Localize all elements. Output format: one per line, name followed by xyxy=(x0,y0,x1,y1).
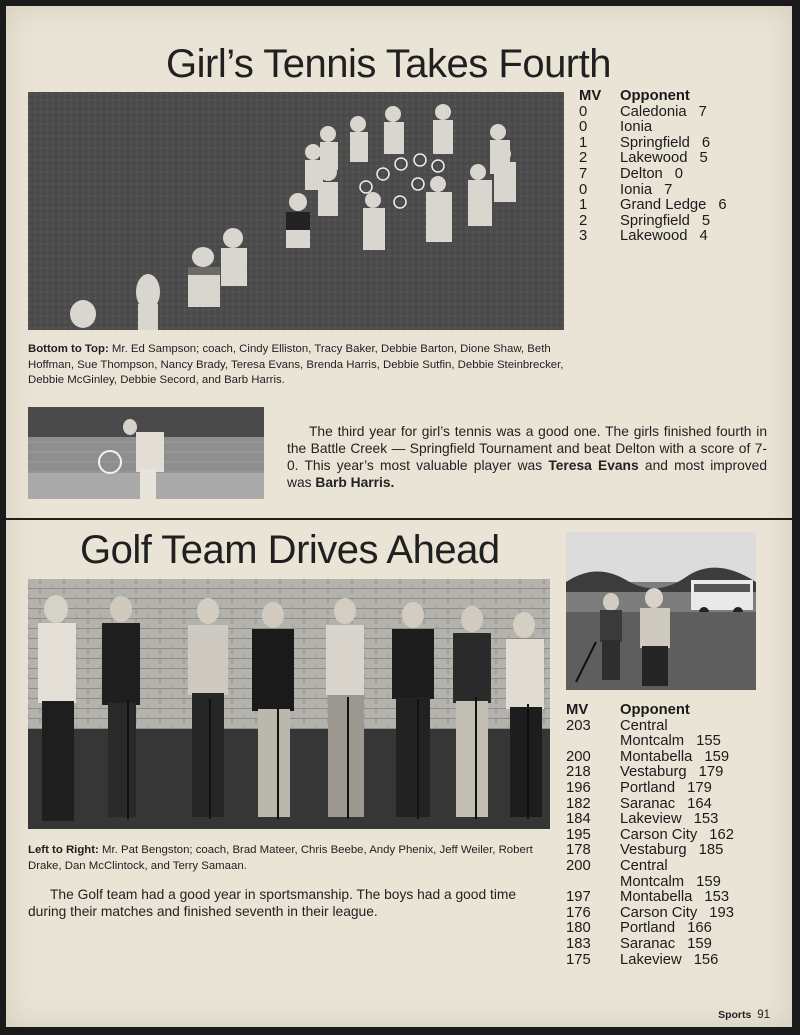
tennis-mv-score: 2 xyxy=(579,150,588,167)
section-divider xyxy=(6,518,792,520)
tennis-score-row xyxy=(579,167,727,183)
golf-caption xyxy=(28,843,556,874)
golf-opponent-name: Central xyxy=(620,717,668,734)
tennis-opponent-name: Grand Ledge xyxy=(620,197,707,214)
golf-score-row xyxy=(566,859,734,875)
tennis-player-photo xyxy=(28,407,264,499)
tennis-score-row xyxy=(579,151,727,167)
golf-opponent-name: Montabella xyxy=(620,889,693,906)
tennis-score-row xyxy=(579,214,727,230)
tennis-opponent-header: Opponent xyxy=(620,88,690,104)
golf-opponent-name: Carson City xyxy=(620,904,698,921)
tennis-opponent-score: 4 xyxy=(699,228,708,245)
golf-mv-score: 200 xyxy=(566,748,591,765)
tennis-score-row xyxy=(579,183,727,199)
tennis-mv-score: 1 xyxy=(579,134,588,151)
golf-opponent-name: Lakeview xyxy=(620,951,682,968)
golf-score-row xyxy=(566,734,734,750)
golf-mv-score: 176 xyxy=(566,904,591,921)
golf-opponent-score: 159 xyxy=(696,873,721,890)
tennis-opponent-name: Lakewood xyxy=(620,228,688,245)
tennis-opponent-name: Ionia xyxy=(620,181,653,198)
golf-title: Golf Team Drives Ahead xyxy=(80,528,500,572)
golf-opponent-header: Opponent xyxy=(620,702,690,718)
tennis-title: Girl’s Tennis Takes Fourth xyxy=(166,42,611,86)
footer-section: Sports xyxy=(718,1009,752,1021)
tennis-opponent-name: Springfield xyxy=(620,134,690,151)
golf-score-rows xyxy=(566,719,734,969)
golf-opponent-name: Portland xyxy=(620,920,676,937)
tennis-story-part1: The third year for girl’s tennis was a good one. The girls finished fourth in the Battle Creek — Springfield Tournament and beat Delton with a score of 7-0. This year’s most valuable player was xyxy=(287,424,767,473)
tennis-opponent-score: 5 xyxy=(701,212,711,229)
golf-mv-score: 178 xyxy=(566,842,591,859)
golf-opponent-score: 179 xyxy=(698,764,724,781)
yearbook-page xyxy=(6,6,792,1027)
golf-score-row xyxy=(566,719,734,735)
golf-score-row xyxy=(566,765,734,781)
golf-mv-score: 180 xyxy=(566,920,591,937)
golf-opponent-score: 185 xyxy=(698,842,724,859)
golf-score-row xyxy=(566,781,734,797)
golf-opponent-score: 166 xyxy=(687,920,712,937)
tennis-mv-score: 0 xyxy=(579,119,588,136)
golf-mv-score: 184 xyxy=(566,811,591,828)
tennis-story-mvp: Teresa Evans xyxy=(548,458,639,473)
tennis-opponent-score: 0 xyxy=(674,165,684,182)
golf-score-row xyxy=(566,843,734,859)
golf-mv-score: 196 xyxy=(566,779,591,796)
tennis-mv-score: 2 xyxy=(579,212,588,229)
golf-opponent-name: Saranac xyxy=(620,795,676,812)
golf-opponent-name: Saranac xyxy=(620,935,676,952)
golf-mv-header: MV xyxy=(566,702,589,718)
tennis-team-photo xyxy=(28,92,564,330)
tennis-score-row xyxy=(579,120,727,136)
golf-opponent-name: Vestaburg xyxy=(620,842,687,859)
golf-caption-lead: Left to Right: xyxy=(28,844,99,856)
golf-score-row xyxy=(566,890,734,906)
tennis-mv-score: 0 xyxy=(579,103,588,120)
page-number: 91 xyxy=(757,1009,770,1021)
golf-opponent-score: 156 xyxy=(693,951,719,968)
golf-opponent-score: 159 xyxy=(704,748,730,765)
golf-opponent-name: Vestaburg xyxy=(620,764,687,781)
tennis-mv-score: 3 xyxy=(579,228,588,245)
golf-action-photo xyxy=(566,532,756,690)
golf-score-row xyxy=(566,750,734,766)
tennis-opponent-score: 6 xyxy=(718,197,727,214)
page-footer xyxy=(718,1009,770,1021)
golf-scores-table xyxy=(566,703,734,968)
tennis-caption xyxy=(28,342,564,389)
golf-opponent-score: 155 xyxy=(696,733,721,750)
tennis-scores-header xyxy=(579,89,727,105)
tennis-score-row xyxy=(579,136,727,152)
golf-mv-score: 175 xyxy=(566,951,591,968)
tennis-score-rows xyxy=(579,105,727,245)
golf-opponent-score: 164 xyxy=(687,795,712,812)
golf-opponent-name: Central xyxy=(620,857,668,874)
golf-mv-score: 203 xyxy=(566,717,591,734)
tennis-opponent-score: 5 xyxy=(699,150,708,167)
golf-opponent-name: Portland xyxy=(620,779,676,796)
golf-mv-score xyxy=(566,734,620,750)
golf-score-row xyxy=(566,937,734,953)
golf-story: The Golf team had a good year in sportsmanship. The boys had a good time during their matches and finished seventh in their league. xyxy=(28,887,517,919)
tennis-mv-header: MV xyxy=(579,88,602,104)
tennis-caption-names: Mr. Ed Sampson; coach, Cindy Elliston, Tracy Baker, Debbie Barton, Dione Shaw, Beth Hoffman, Sue Thompson, Nancy Brady, Teresa Evans, Brenda Harris, Debbie Sutfin, Debbie Steinbrecker, Debbie McGinley, Debbie Secord, and Barb Harris. xyxy=(28,343,564,386)
tennis-scores-table xyxy=(579,89,727,245)
golf-mv-score: 197 xyxy=(566,889,591,906)
golf-mv-score: 200 xyxy=(566,857,591,874)
tennis-opponent-score: 7 xyxy=(698,103,707,120)
tennis-score-row xyxy=(579,229,727,245)
tennis-story-part2: and most improved was xyxy=(287,458,767,490)
tennis-opponent-score: 7 xyxy=(664,181,673,198)
tennis-opponent-name: Lakewood xyxy=(620,150,688,167)
tennis-mv-score: 7 xyxy=(579,165,588,182)
golf-mv-score: 218 xyxy=(566,764,591,781)
golf-score-row xyxy=(566,812,734,828)
golf-score-row xyxy=(566,953,734,969)
tennis-story-improved: Barb Harris. xyxy=(315,475,395,490)
golf-score-row xyxy=(566,875,734,891)
golf-opponent-score: 153 xyxy=(693,811,719,828)
tennis-story xyxy=(287,423,767,491)
tennis-score-row xyxy=(579,198,727,214)
golf-opponent-score: 159 xyxy=(687,935,712,952)
golf-opponent-name: Carson City xyxy=(620,826,698,843)
golf-opponent-score: 193 xyxy=(709,904,734,921)
golf-opponent-name: Montcalm xyxy=(620,873,685,890)
golf-score-row xyxy=(566,921,734,937)
golf-score-row xyxy=(566,797,734,813)
tennis-mv-score: 1 xyxy=(579,197,588,214)
golf-scores-header xyxy=(566,703,734,719)
golf-opponent-name: Montabella xyxy=(620,748,693,765)
golf-team-photo xyxy=(28,579,550,829)
tennis-opponent-name: Delton xyxy=(620,165,663,182)
tennis-opponent-name: Ionia xyxy=(620,119,653,136)
golf-caption-names: Mr. Pat Bengston; coach, Brad Mateer, Chris Beebe, Andy Phenix, Jeff Weiler, Robert Drake, Dan McClintock, and Terry Samaan. xyxy=(28,844,533,872)
golf-mv-score xyxy=(566,875,620,891)
golf-mv-score: 182 xyxy=(566,795,591,812)
tennis-opponent-score: 6 xyxy=(701,134,711,151)
tennis-score-row xyxy=(579,105,727,121)
tennis-opponent-name: Caledonia xyxy=(620,103,687,120)
golf-opponent-score: 153 xyxy=(704,889,730,906)
golf-mv-score: 183 xyxy=(566,935,591,952)
tennis-caption-lead: Bottom to Top: xyxy=(28,343,109,355)
golf-opponent-score: 162 xyxy=(709,826,734,843)
tennis-opponent-name: Springfield xyxy=(620,212,690,229)
golf-opponent-name: Lakeview xyxy=(620,811,682,828)
golf-score-row xyxy=(566,828,734,844)
golf-score-row xyxy=(566,906,734,922)
tennis-mv-score: 0 xyxy=(579,181,588,198)
golf-opponent-name: Montcalm xyxy=(620,733,685,750)
golf-opponent-score: 179 xyxy=(687,779,712,796)
golf-mv-score: 195 xyxy=(566,826,591,843)
